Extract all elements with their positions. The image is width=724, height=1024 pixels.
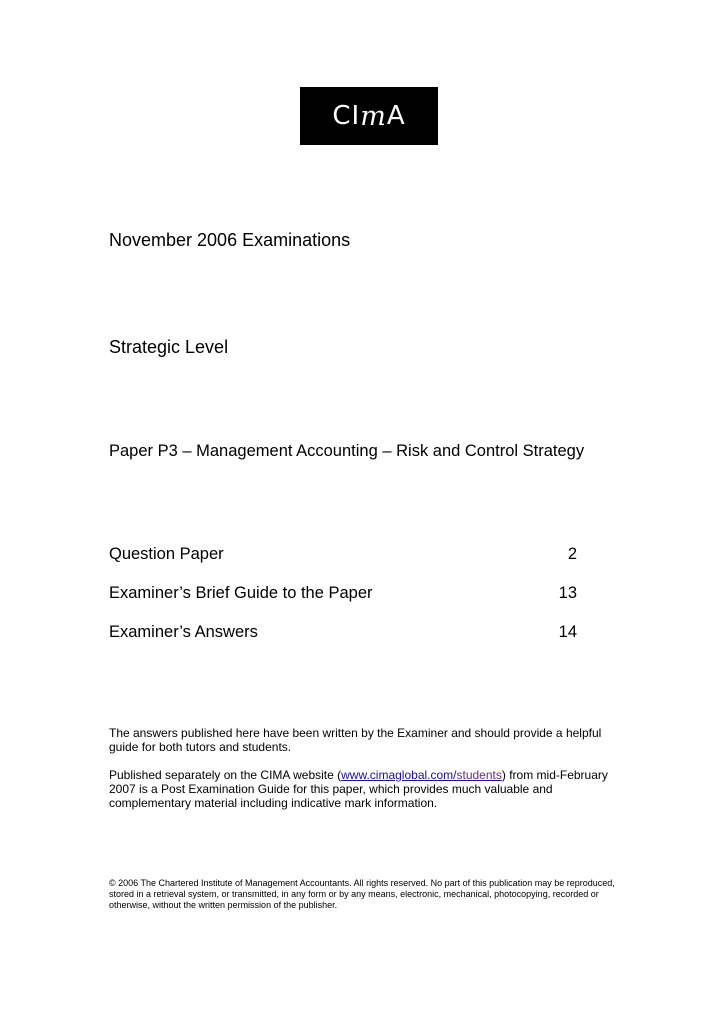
cima-website-link[interactable]: [341, 768, 502, 782]
toc-label: Examiner’s Brief Guide to the Paper: [109, 584, 373, 602]
link-part-domain: www.cimaglobal.com/: [341, 768, 457, 782]
note-text-after: ) from mid-February 2007 is a Post Examination Guide for this paper, which provides much valuable and complementary material including indicative mark information.: [109, 768, 608, 810]
toc-page: 13: [558, 584, 577, 602]
toc-row-question-paper: [109, 544, 577, 564]
level-title: Strategic Level: [109, 337, 229, 357]
logo-letter-m: m: [360, 100, 387, 132]
copyright-notice: © 2006 The Chartered Institute of Management Accountants. All rights reserved. No part of this publication may be reproduced, stored in a retrieval system, or transmitted, in any form or by any means, electronic, mechanical, photocopying, recorded or otherwise, without the written permission of the publisher.: [109, 878, 615, 910]
link-part-path: students: [456, 768, 502, 782]
toc-row-brief-guide: [109, 583, 577, 603]
answers-note: The answers published here have been written by the Examiner and should provide a helpful guide for both tutors and students.: [109, 726, 602, 754]
toc-page: 14: [558, 623, 577, 641]
logo-letters-ci: CI: [332, 101, 361, 131]
note-text-before: Published separately on the CIMA website (: [109, 768, 342, 782]
toc-row-answers: [109, 622, 577, 642]
toc-label: Question Paper: [109, 545, 224, 563]
cima-logo: [300, 87, 438, 145]
toc-page: 2: [567, 545, 577, 563]
logo-letter-a: A: [386, 101, 406, 131]
paper-title: Paper P3 – Management Accounting – Risk and Control Strategy: [109, 442, 585, 460]
toc-label: Examiner’s Answers: [109, 623, 258, 641]
exam-title: November 2006 Examinations: [109, 230, 351, 250]
post-exam-guide-note: [109, 768, 629, 810]
